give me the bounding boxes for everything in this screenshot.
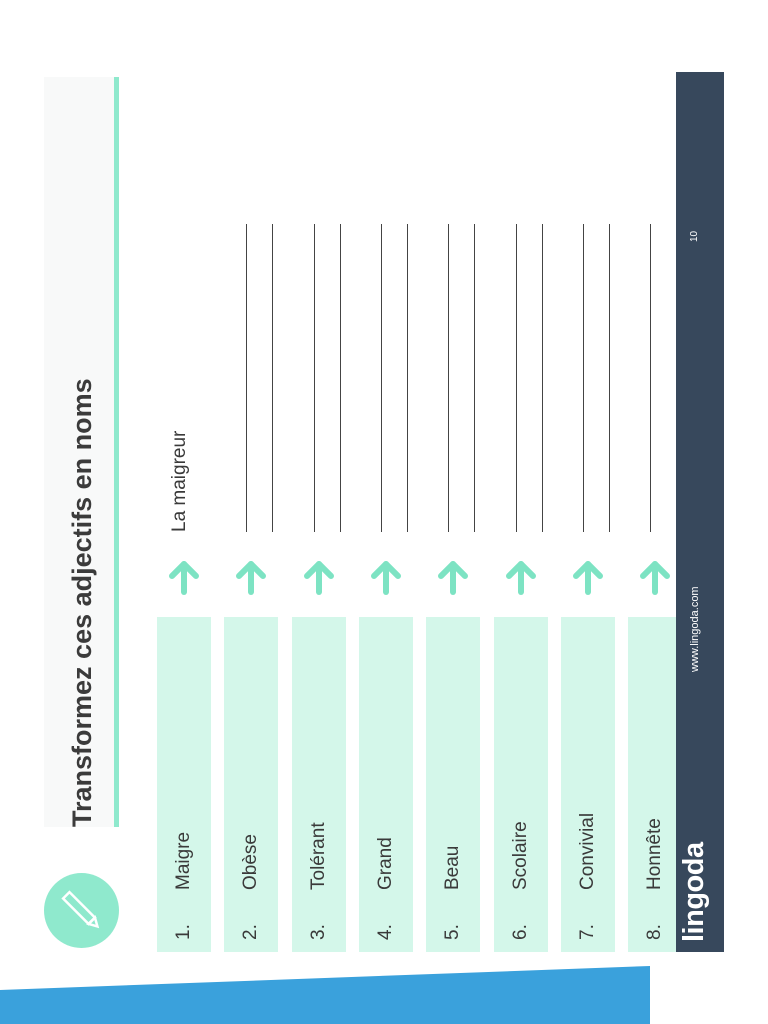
answer-line[interactable]	[474, 224, 475, 532]
item-number: 3.	[307, 924, 329, 940]
answer-line[interactable]	[246, 224, 247, 532]
exercise-row	[561, 72, 615, 952]
page-number: 10	[689, 230, 700, 242]
adjective-word: Obèse	[240, 834, 262, 890]
exercise-row	[426, 72, 480, 952]
answer-line[interactable]	[407, 224, 408, 532]
adjective-word: Maigre	[173, 831, 194, 890]
item-number: 6.	[509, 924, 531, 940]
adjective-word: Grand	[374, 837, 396, 890]
answer-line[interactable]	[448, 224, 449, 532]
adjective-box	[292, 617, 346, 952]
item-number: 7.	[576, 924, 598, 940]
worksheet-page	[44, 72, 724, 952]
adjective-word: Tolérant	[307, 822, 329, 890]
exercise-row	[628, 72, 682, 952]
adjective-word: Scolaire	[509, 821, 531, 890]
answer-line[interactable]	[650, 224, 651, 532]
adjective-box	[494, 617, 548, 952]
arrow-right-icon	[164, 556, 204, 596]
adjective-word: Beau	[442, 845, 464, 890]
exercise-row	[359, 72, 413, 952]
arrow-right-icon	[433, 556, 473, 596]
adjective-box	[157, 617, 211, 952]
adjective-box	[359, 617, 413, 952]
adjective-word: Honnête	[644, 818, 666, 890]
arrow-right-icon	[568, 556, 608, 596]
adjective-box	[224, 617, 278, 952]
arrow-right-icon	[501, 556, 541, 596]
item-number: 8.	[644, 924, 666, 940]
blue-corner-wedge	[0, 960, 768, 1024]
exercise-row	[292, 72, 346, 952]
answer-line[interactable]	[272, 224, 273, 532]
adjective-box	[426, 617, 480, 952]
exercise-row	[224, 72, 278, 952]
item-number: 2.	[240, 924, 262, 940]
arrow-right-icon	[231, 556, 271, 596]
title-bar	[44, 77, 119, 827]
exercise-row	[157, 72, 211, 952]
answer-line[interactable]	[609, 224, 610, 532]
pencil-icon	[44, 873, 119, 948]
item-number: 4.	[374, 924, 396, 940]
answer-line[interactable]	[516, 224, 517, 532]
arrow-right-icon	[299, 556, 339, 596]
lingoda-logo: lingoda	[678, 842, 710, 942]
arrow-right-icon	[635, 556, 675, 596]
footer-bar	[676, 72, 724, 952]
page-title: Transformez ces adjectifs en noms	[67, 378, 97, 827]
website-link[interactable]: www.lingoda.com	[689, 586, 701, 672]
answer-line[interactable]	[583, 224, 584, 532]
answer-line[interactable]	[542, 224, 543, 532]
adjective-box	[628, 617, 682, 952]
answer-line[interactable]	[381, 224, 382, 532]
item-number: 5.	[442, 924, 464, 940]
item-number: 1.	[173, 924, 194, 940]
answer-line[interactable]	[314, 224, 315, 532]
example-answer: La maigreur	[169, 430, 190, 532]
adjective-word: Convivial	[576, 812, 598, 890]
answer-line[interactable]	[340, 224, 341, 532]
exercise-row	[494, 72, 548, 952]
arrow-right-icon	[366, 556, 406, 596]
adjective-box	[561, 617, 615, 952]
